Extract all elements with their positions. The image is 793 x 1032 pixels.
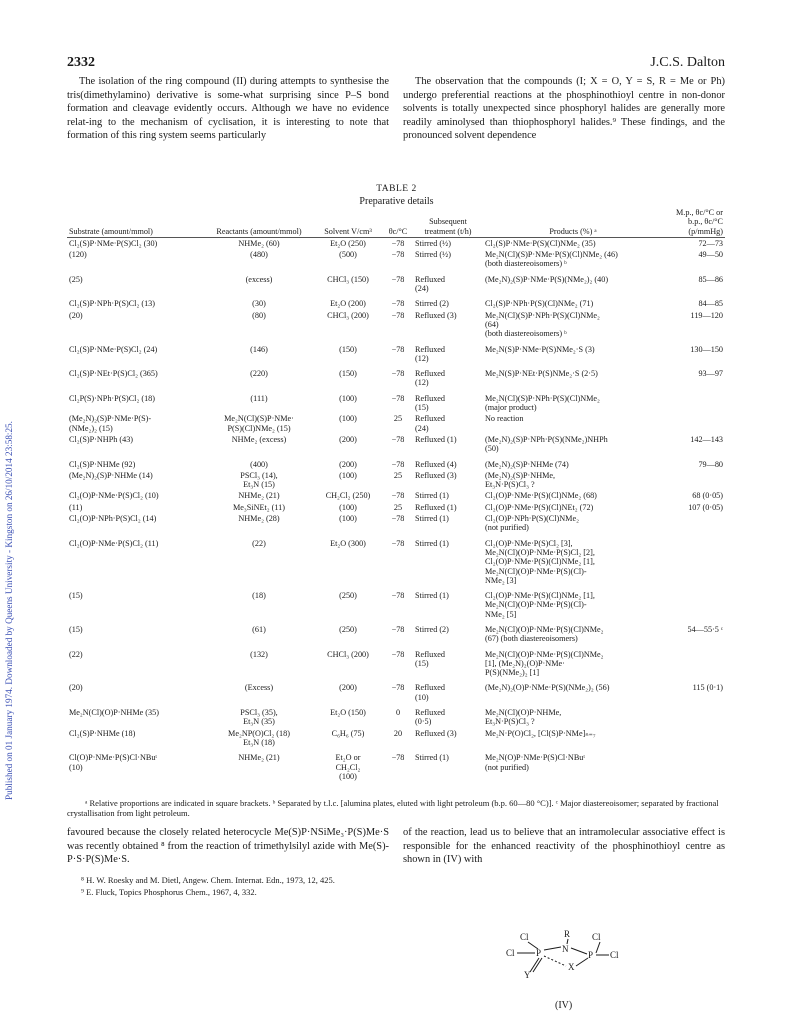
cell-melting-point: 93—97 bbox=[698, 369, 723, 379]
cell-substrate: Cl₂(S)P·NHMe (92) bbox=[69, 459, 136, 469]
cell-products: (Me₂N)₂(O)P·NMe·P(S)(NMe₂)₂ (56) bbox=[485, 683, 610, 693]
cell-products: (Me₂N)₂(S)P·NMe·P(S)(NMe₂)₂ (40) bbox=[485, 274, 609, 284]
cell-treatment: Stirred (1) bbox=[415, 753, 449, 763]
table-row bbox=[67, 434, 725, 455]
cell-treatment: Refluxed (3) bbox=[415, 470, 457, 480]
cell-substrate: (25) bbox=[69, 274, 83, 284]
atom-x: X bbox=[568, 962, 575, 972]
cell-reactants: Me₂N(Cl)(S)P·NMe· P(S)(Cl)NMe₂ (15) bbox=[224, 414, 294, 433]
atom-p-right: P bbox=[588, 950, 594, 960]
download-watermark bbox=[2, 200, 16, 800]
cell-substrate: (15) bbox=[69, 591, 83, 601]
cell-treatment: Refluxed (4) bbox=[415, 459, 457, 469]
cell-treatment: Refluxed (0·5) bbox=[415, 708, 446, 727]
cell-temperature: −78 bbox=[391, 393, 405, 403]
atom-cl-left: Cl bbox=[506, 948, 515, 958]
cell-temperature: −78 bbox=[391, 299, 405, 309]
cell-treatment: Stirred (1) bbox=[415, 491, 449, 501]
cell-temperature: −78 bbox=[391, 538, 405, 548]
bond-p-x bbox=[576, 958, 588, 966]
header-products: Products (%) ᵃ bbox=[483, 208, 663, 237]
cell-temperature: −78 bbox=[391, 434, 405, 444]
cell-products: Cl₂(O)P·NPh·P(S)(Cl)NMe₂ (not purified) bbox=[485, 514, 579, 533]
cell-reactants: (80) bbox=[252, 310, 266, 320]
cell-treatment: Refluxed (3) bbox=[415, 728, 457, 738]
cell-products: Me₂N(S)P·NMe·P(S)NMe₂·S (3) bbox=[485, 344, 595, 354]
paragraph-bottom-right: of the reaction, lead us to believe that an intramolecular associative effect is responsible for the enhanced reactivity of the phosphinothioyl centre as shown in (IV) with bbox=[403, 827, 725, 866]
cell-solvent: CHCl₃ (150) bbox=[327, 274, 369, 284]
cell-reactants: NHMe₂ (60) bbox=[238, 238, 280, 248]
cell-reactants: (132) bbox=[250, 649, 268, 659]
cell-substrate: Cl₂(S)P·NEt·P(S)Cl₂ (365) bbox=[69, 369, 158, 379]
table-footnotes bbox=[67, 798, 725, 818]
cell-reactants: (146) bbox=[250, 344, 268, 354]
table-row bbox=[67, 413, 725, 434]
cell-reactants: (22) bbox=[252, 538, 266, 548]
table-row bbox=[67, 340, 725, 365]
cell-products: Me₂N(Cl)(S)P·NPh·P(S)(Cl)NMe₂ (64) (both diastereoisomers) ᵇ bbox=[485, 310, 600, 339]
cell-substrate: Cl₂(S)P·NHPh (43) bbox=[69, 434, 134, 444]
cell-substrate: Cl₂(S)P·NPh·P(S)Cl₂ (13) bbox=[69, 299, 156, 309]
table-row bbox=[67, 645, 725, 679]
cell-treatment: Refluxed (24) bbox=[415, 274, 446, 294]
cell-temperature: −78 bbox=[391, 250, 405, 260]
cell-treatment: Refluxed (12) bbox=[415, 369, 446, 388]
table-row bbox=[67, 389, 725, 414]
cell-reactants: PSCl₃ (14), Et₃N (15) bbox=[240, 470, 278, 490]
cell-melting-point: 68 (0·05) bbox=[692, 491, 723, 501]
atom-n: N bbox=[562, 944, 569, 954]
cell-reactants: (18) bbox=[252, 591, 266, 601]
cell-solvent: Et₂O (250) bbox=[330, 238, 366, 248]
table-row bbox=[67, 270, 725, 295]
cell-products: Cl₂(O)P·NMe·P(S)(Cl)NEt₂ (72) bbox=[485, 502, 594, 512]
cell-products: Me₂N(S)P·NEt·P(S)NMe₂·S (2·5) bbox=[485, 369, 598, 379]
cell-melting-point: 84—85 bbox=[698, 299, 723, 309]
table-row bbox=[67, 364, 725, 389]
cell-substrate: (15) bbox=[69, 624, 83, 634]
cell-products: Me₂N(Cl)(S)P·NMe·P(S)(Cl)NMe₂ (46) (both diastereoisomers) ᵇ bbox=[485, 250, 618, 269]
cell-melting-point: 54—55·5 ᶜ bbox=[687, 624, 723, 634]
cell-reactants: Me₃SiNEt₂ (11) bbox=[232, 502, 286, 512]
table-row bbox=[67, 490, 725, 501]
cell-reactants: NHMe₂ (21) bbox=[238, 491, 280, 501]
running-header-journal: J.C.S. Dalton bbox=[650, 55, 725, 70]
cell-treatment: Stirred (2) bbox=[415, 624, 449, 634]
cell-substrate: Cl₂(S)P·NMe·P(S)Cl₂ (24) bbox=[69, 344, 158, 354]
cell-reactants: NHMe₂ (21) bbox=[238, 753, 280, 763]
cell-reactants: (Excess) bbox=[244, 683, 274, 693]
cell-melting-point: 72—73 bbox=[698, 238, 723, 248]
cell-melting-point: 79—80 bbox=[698, 459, 723, 469]
table-footnote-text: ᵃ Relative proportions are indicated in square brackets. ᵇ Separated by t.l.c. [alumina plates, eluted with light petroleum (b.p. 60—80 °C)]. ᶜ Major diastereoisomer; separated by fractional crystallisation from light petroleum. bbox=[67, 798, 719, 818]
cell-temperature: 20 bbox=[393, 728, 403, 738]
cell-products: Me₂N(Cl)(O)P·NMe·P(S)(Cl)NMe₂ [1], (Me₂N)₂(O)P·NMe· P(S)(NMe₂)₂ [1] bbox=[485, 649, 604, 678]
cell-products: Me₂N(Cl)(S)P·NPh·P(S)(Cl)NMe₂ (major product) bbox=[485, 393, 600, 413]
cell-treatment: Refluxed (10) bbox=[415, 683, 446, 702]
cell-products: Me₂N(Cl)(O)P·NHMe, Et₃N·P(S)Cl₃ ? bbox=[485, 708, 562, 727]
cell-reactants: (400) bbox=[250, 459, 268, 469]
cell-temperature: −78 bbox=[391, 649, 405, 659]
cell-reactants: Me₂NP(O)Cl₂ (18) Et₃N (18) bbox=[228, 728, 290, 747]
paragraph-top-left: The isolation of the ring compound (II) during attempts to synthesise the tris(dimethylamino) derivative is some-what surprising since P–S bond formation and cleavage evidently occurs. Although we have no evidence relat-ing to the mechanism of cyclisation, it is interesting to note that formation of this ring system seems particularly bbox=[67, 76, 389, 142]
cell-temperature: 25 bbox=[393, 414, 403, 424]
cell-temperature: −78 bbox=[391, 310, 405, 320]
cell-temperature: −78 bbox=[391, 344, 405, 354]
cell-treatment: Refluxed (1) bbox=[415, 434, 457, 444]
table-header-row bbox=[67, 208, 725, 237]
cell-substrate: Cl₂(O)P·NMe·P(S)Cl₂ (11) bbox=[69, 538, 159, 548]
bond-p-cl-top bbox=[596, 942, 600, 953]
bond-p-n bbox=[544, 947, 561, 950]
atom-cl-right: Cl bbox=[610, 950, 619, 960]
cell-temperature: −78 bbox=[391, 491, 405, 501]
cell-melting-point bbox=[663, 703, 725, 728]
body-top-left-column bbox=[67, 75, 389, 143]
cell-melting-point bbox=[663, 513, 725, 534]
cell-solvent: (200) bbox=[339, 459, 357, 469]
cell-treatment: Refluxed (15) bbox=[415, 393, 446, 413]
cell-products: (Me₂N)₂(S)P·NHMe, Et₃N·P(S)Cl₃ ? bbox=[485, 470, 556, 490]
body-top-right-column bbox=[403, 75, 725, 143]
structure-iv-diagram bbox=[506, 928, 626, 996]
reference-9: ⁹ E. Fluck, Topics Phosphorus Chem., 1967, 4, 332. bbox=[81, 886, 257, 897]
preparative-details-table bbox=[67, 208, 725, 782]
table-row bbox=[67, 728, 725, 749]
table-subtitle: Preparative details bbox=[359, 196, 434, 207]
header-temperature: θc/°C bbox=[383, 208, 413, 237]
body-bottom-left-column bbox=[67, 826, 389, 899]
table-row bbox=[67, 455, 725, 470]
header-melting-point: M.p., θc/°C or b.p., θc/°C (p/mmHg) bbox=[663, 208, 725, 237]
cell-solvent: Et₂O (300) bbox=[330, 538, 366, 548]
table-row bbox=[67, 502, 725, 513]
cell-solvent: (200) bbox=[339, 683, 357, 693]
cell-solvent: (100) bbox=[339, 514, 357, 524]
cell-products: Cl₂(O)P·NMe·P(S)(Cl)NMe₂ [1], Me₂N(Cl)(O)P·NMe·P(S)(Cl)- NMe₂ [5] bbox=[485, 591, 595, 619]
atom-y: Y bbox=[524, 970, 531, 980]
cell-substrate: Cl₂(O)P·NPh·P(S)Cl₂ (14) bbox=[69, 514, 157, 524]
cell-reactants: (30) bbox=[252, 299, 266, 309]
cell-reactants: (111) bbox=[250, 393, 268, 403]
cell-products: Cl₂(S)P·NPh·P(S)(Cl)NMe₂ (71) bbox=[485, 299, 594, 309]
cell-reactants: (61) bbox=[252, 624, 266, 634]
cell-melting-point bbox=[663, 586, 725, 620]
table-row bbox=[67, 748, 725, 782]
cell-treatment: Stirred (2) bbox=[415, 299, 449, 309]
cell-solvent: CHCl₃ (200) bbox=[327, 310, 369, 320]
cell-solvent: (250) bbox=[339, 624, 357, 634]
table-row bbox=[67, 513, 725, 534]
cell-melting-point bbox=[663, 413, 725, 434]
cell-solvent: CH₂Cl₂ (250) bbox=[325, 491, 371, 501]
cell-treatment: Stirred (1) bbox=[415, 591, 449, 601]
cell-reactants: NHMe₂ (excess) bbox=[231, 434, 287, 444]
download-watermark-text: Published on 01 January 1974. Downloaded by Queens University - Kingston on 26/10/2014 23:58:25. bbox=[4, 421, 14, 800]
cell-melting-point: 49—50 bbox=[698, 250, 723, 260]
atom-r: R bbox=[564, 929, 571, 939]
cell-substrate: (11) bbox=[69, 502, 83, 512]
cell-solvent: CHCl₃ (200) bbox=[327, 649, 369, 659]
table-row bbox=[67, 620, 725, 645]
cell-substrate: Me₂N(Cl)(O)P·NHMe (35) bbox=[69, 708, 159, 718]
cell-substrate: Cl₂P(S)·NPh·P(S)Cl₂ (18) bbox=[69, 393, 156, 403]
cell-melting-point: 119—120 bbox=[690, 310, 723, 320]
paragraph-bottom-left: favoured because the closely related heterocycle Me(S)P·NSiMe₃·P(S)Me·S was recently obtained ⁸ from the reaction of trimethylsilyl azide with Me(S)-P·S·P(S)Me·S. bbox=[67, 827, 389, 866]
cell-temperature: −78 bbox=[391, 274, 405, 284]
cell-solvent: (100) bbox=[339, 393, 357, 403]
cell-substrate: Cl₂(S)P·NHMe (18) bbox=[69, 728, 136, 738]
cell-temperature: −78 bbox=[391, 238, 405, 248]
table-row bbox=[67, 534, 725, 586]
bond-n-p-right bbox=[571, 948, 587, 954]
cell-melting-point: 130—150 bbox=[690, 344, 723, 354]
cell-products: Cl₂(O)P·NMe·P(S)Cl₂ [3], Me₂N(Cl)(O)P·NMe·P(S)Cl₂ [2], Cl₂(O)P·NMe·P(S)(Cl)NMe₂ [1], Me₂N(Cl)(O)P·NMe·P(S)(Cl)- NMe₂ [3] bbox=[485, 538, 595, 585]
cell-temperature: −78 bbox=[391, 591, 405, 601]
cell-melting-point: 107 (0·05) bbox=[688, 502, 723, 512]
cell-products: Me₂N(O)P·NMe·P(S)Cl·NBuᵗ (not purified) bbox=[485, 753, 585, 772]
table-row bbox=[67, 310, 725, 340]
cell-melting-point: 115 (0·1) bbox=[692, 683, 723, 693]
cell-solvent: (150) bbox=[339, 369, 357, 379]
cell-solvent: (200) bbox=[339, 434, 357, 444]
cell-temperature: −78 bbox=[391, 459, 405, 469]
body-bottom-right-column bbox=[403, 826, 725, 867]
header-reactants: Reactants (amount/mmol) bbox=[205, 208, 313, 237]
table-title: TABLE 2 bbox=[376, 184, 417, 194]
cell-melting-point bbox=[663, 389, 725, 414]
table-row bbox=[67, 249, 725, 270]
cell-treatment: Refluxed (15) bbox=[415, 649, 446, 668]
cell-reactants: (480) bbox=[250, 250, 268, 260]
cell-temperature: −78 bbox=[391, 753, 405, 763]
cell-treatment: Refluxed (12) bbox=[415, 344, 446, 363]
table-row bbox=[67, 678, 725, 703]
cell-substrate: Cl₂(O)P·NMe·P(S)Cl₂ (10) bbox=[69, 491, 159, 501]
atom-cl-top-left: Cl bbox=[520, 932, 529, 942]
cell-melting-point bbox=[663, 645, 725, 679]
structure-iv-label: (IV) bbox=[555, 1000, 573, 1011]
cell-substrate: Cl(O)P·NMe·P(S)Cl·NBuᵗ (10) bbox=[69, 753, 157, 772]
cell-solvent: Et₂O or CH₂Cl₂ (100) bbox=[335, 753, 361, 781]
cell-temperature: 0 bbox=[395, 708, 401, 718]
cell-treatment: Stirred (1) bbox=[415, 514, 449, 524]
bond-p-x-dashed bbox=[544, 956, 566, 966]
cell-melting-point bbox=[663, 470, 725, 491]
cell-temperature: 25 bbox=[393, 470, 403, 480]
cell-products: Cl₂(S)P·NMe·P(S)(Cl)NMe₂ (35) bbox=[485, 238, 596, 248]
cell-products: (Me₂N)₂(S)P·NHMe (74) bbox=[485, 459, 569, 469]
cell-melting-point bbox=[663, 748, 725, 782]
cell-temperature: −78 bbox=[391, 514, 405, 524]
table-row bbox=[67, 703, 725, 728]
cell-reactants: PSCl₃ (35), Et₃N (35) bbox=[240, 708, 278, 727]
cell-treatment: Stirred (1) bbox=[415, 538, 449, 548]
reference-list bbox=[67, 875, 389, 898]
cell-solvent: (100) bbox=[339, 502, 357, 512]
cell-solvent: Et₂O (200) bbox=[330, 299, 366, 309]
cell-products: (Me₂N)₂(S)P·NPh·P(S)(NMe₂)NHPh (50) bbox=[485, 434, 608, 454]
cell-substrate: (20) bbox=[69, 310, 83, 320]
page-number: 2332 bbox=[67, 55, 95, 70]
cell-solvent: Et₂O (150) bbox=[330, 708, 366, 718]
cell-solvent: (150) bbox=[339, 344, 357, 354]
cell-treatment: Stirred (½) bbox=[415, 238, 451, 248]
cell-substrate: Cl₂(S)P·NMe·P(S)Cl₂ (30) bbox=[69, 238, 158, 248]
cell-treatment: Stirred (½) bbox=[415, 250, 451, 260]
cell-products: Me₂N(Cl)(O)P·NMe·P(S)(Cl)NMe₂ (67) (both diastereoisomers) bbox=[485, 624, 604, 644]
atom-p-left: P bbox=[536, 948, 542, 958]
cell-melting-point: 142—143 bbox=[690, 434, 723, 444]
cell-products: No reaction bbox=[485, 414, 524, 424]
cell-substrate: (Me₂N)₂(S)P·NHMe (14) bbox=[69, 470, 153, 480]
atom-cl-top-right: Cl bbox=[592, 932, 601, 942]
cell-solvent: C₆H₆ (75) bbox=[331, 728, 365, 738]
cell-solvent: (250) bbox=[339, 591, 357, 601]
cell-substrate: (Me₂N)₂(S)P·NMe·P(S)- (NMe₂)₂ (15) bbox=[69, 414, 152, 433]
table-body bbox=[67, 237, 725, 782]
bond-cl-p-left bbox=[528, 942, 538, 949]
table-row bbox=[67, 294, 725, 309]
header-treatment: Subsequent treatment (t/h) bbox=[413, 208, 483, 237]
cell-products: Cl₂(O)P·NMe·P(S)(Cl)NMe₂ (68) bbox=[485, 491, 597, 501]
cell-temperature: −78 bbox=[391, 369, 405, 379]
reference-8: ⁸ H. W. Roesky and M. Dietl, Angew. Chem. Internat. Edn., 1973, 12, 425. bbox=[81, 874, 335, 885]
paragraph-top-right: The observation that the compounds (I; X = O, Y = S, R = Me or Ph) undergo preferential reactions at the phosphinothioyl centre in non-donor solvents is totally unexpected since phosphoryl halides are generally more readily aminolysed than thiophosphoryl halides.⁹ These findings, and the pronounced solvent dependence bbox=[403, 76, 725, 142]
cell-temperature: 25 bbox=[393, 502, 403, 512]
header-substrate: Substrate (amount/mmol) bbox=[67, 208, 205, 237]
table-row bbox=[67, 470, 725, 491]
cell-temperature: −78 bbox=[391, 683, 405, 693]
cell-treatment: Refluxed (3) bbox=[415, 310, 457, 320]
cell-melting-point: 85—86 bbox=[698, 274, 723, 284]
cell-solvent: (500) bbox=[339, 250, 357, 260]
cell-reactants: (excess) bbox=[245, 274, 273, 284]
cell-reactants: NHMe₂ (28) bbox=[238, 514, 280, 524]
cell-reactants: (220) bbox=[250, 369, 268, 379]
cell-substrate: (120) bbox=[69, 250, 87, 260]
table-row bbox=[67, 586, 725, 620]
cell-melting-point bbox=[663, 534, 725, 586]
cell-treatment: Refluxed (24) bbox=[415, 414, 446, 433]
cell-temperature: −78 bbox=[391, 624, 405, 634]
cell-treatment: Refluxed (1) bbox=[415, 502, 457, 512]
cell-substrate: (22) bbox=[69, 649, 83, 659]
cell-substrate: (20) bbox=[69, 683, 83, 693]
table-row bbox=[67, 237, 725, 249]
header-solvent: Solvent V/cm³ bbox=[313, 208, 383, 237]
cell-melting-point bbox=[663, 728, 725, 749]
cell-solvent: (100) bbox=[339, 470, 357, 480]
cell-solvent: (100) bbox=[339, 414, 357, 424]
cell-products: Me₂N·P(O)Cl₂, [Cl(S)P·NMe]ₙ₌₇ bbox=[485, 728, 596, 738]
